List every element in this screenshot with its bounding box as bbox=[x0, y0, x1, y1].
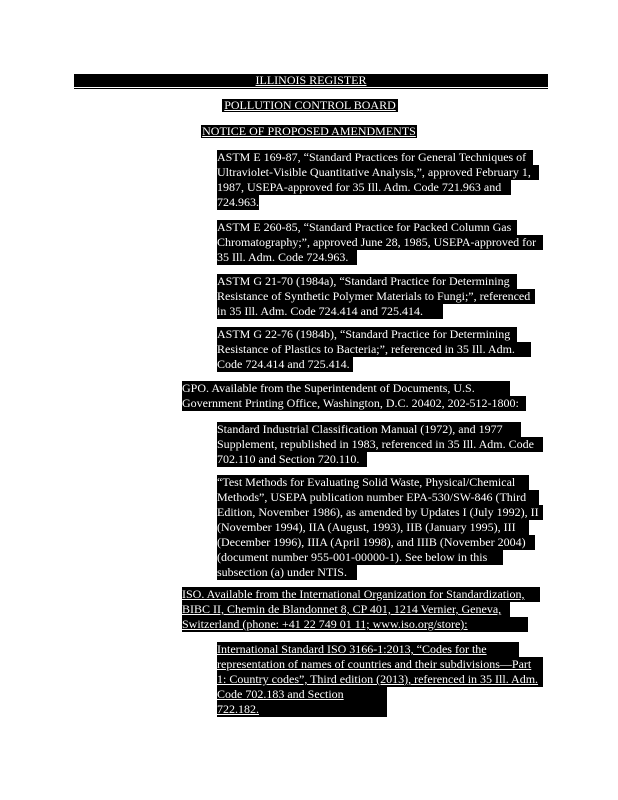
agency-title: POLLUTION CONTROL BOARD bbox=[222, 99, 398, 112]
entry-line: Code 702.183 and Section 722.182. bbox=[217, 687, 387, 717]
entry-line: Government Printing Office, Washington, D.C. 20402, 202-512-1800: bbox=[182, 396, 526, 411]
entry-line: ISO. Available from the International Organization for Standardization, bbox=[182, 587, 540, 602]
entry-line: ASTM G 21-70 (1984a), “Standard Practice for Determining bbox=[217, 274, 517, 289]
entry-line: Ultraviolet-Visible Quantitative Analysis,”, approved February 1, bbox=[217, 165, 539, 180]
entry-line: 724.963. bbox=[217, 195, 259, 209]
entry-line: Switzerland (phone: +41 22 749 01 11; www.iso.org/store): bbox=[182, 617, 528, 632]
entry-line: ASTM E 169-87, “Standard Practices for General Techniques of bbox=[217, 150, 533, 165]
entry-line: BIBC II, Chemin de Blandonnet 8, CP 401, 1214 Vernier, Geneva, bbox=[182, 602, 510, 617]
entry-line: (document number 955-001-00000-1). See below in this bbox=[217, 550, 503, 565]
entry-line: 35 Ill. Adm. Code 724.963. bbox=[217, 250, 357, 265]
entry-line: Resistance of Plastics to Bacteria;”, referenced in 35 Ill. Adm. bbox=[217, 342, 531, 357]
entry-line: Standard Industrial Classification Manual (1972), and 1977 bbox=[217, 422, 521, 437]
header-rule bbox=[74, 88, 548, 89]
notice-title: NOTICE OF PROPOSED AMENDMENTS bbox=[202, 124, 416, 138]
entry-line: ASTM E 260-85, “Standard Practice for Packed Column Gas bbox=[217, 220, 517, 235]
entry-line: 1: Country codes”, Third edition (2013), referenced in 35 Ill. Adm. bbox=[217, 672, 543, 687]
entry-line: Supplement, republished in 1983, referenced in 35 Ill. Adm. Code bbox=[217, 437, 543, 452]
entry-line: representation of names of countries and their subdivisions—Part bbox=[217, 657, 543, 672]
entry-line: “Test Methods for Evaluating Solid Waste, Physical/Chemical bbox=[217, 475, 529, 490]
entry-line: Code 724.414 and 725.414. bbox=[217, 357, 353, 372]
entry-line: 702.110 and Section 720.110. bbox=[217, 452, 367, 467]
entry-line: GPO. Available from the Superintendent of Documents, U.S. bbox=[182, 381, 510, 396]
entry-line: Edition, November 1986), as amended by Updates I (July 1992), II bbox=[217, 505, 543, 520]
entry-line: 1987, USEPA-approved for 35 Ill. Adm. Code 721.963 and bbox=[217, 180, 511, 195]
entry-line: Methods”, USEPA publication number EPA-530/SW-846 (Third bbox=[217, 490, 539, 505]
entry-line: in 35 Ill. Adm. Code 724.414 and 725.414. bbox=[217, 304, 443, 319]
entry-line: International Standard ISO 3166-1:2013, “Codes for the bbox=[217, 642, 519, 657]
entry-line: subsection (a) under NTIS. bbox=[217, 565, 357, 580]
entry-line: (December 1996), IIIA (April 1998), and IIIB (November 2004) bbox=[217, 535, 535, 550]
entry-line: Resistance of Synthetic Polymer Materials to Fungi;”, referenced bbox=[217, 289, 535, 304]
entry-line: Chromatography;”, approved June 28, 1985, USEPA-approved for bbox=[217, 235, 543, 250]
register-title: ILLINOIS REGISTER bbox=[74, 74, 548, 87]
entry-line: ASTM G 22-76 (1984b), “Standard Practice for Determining bbox=[217, 327, 517, 342]
entry-line: (November 1994), IIA (August, 1993), IIB (January 1995), III bbox=[217, 520, 529, 535]
